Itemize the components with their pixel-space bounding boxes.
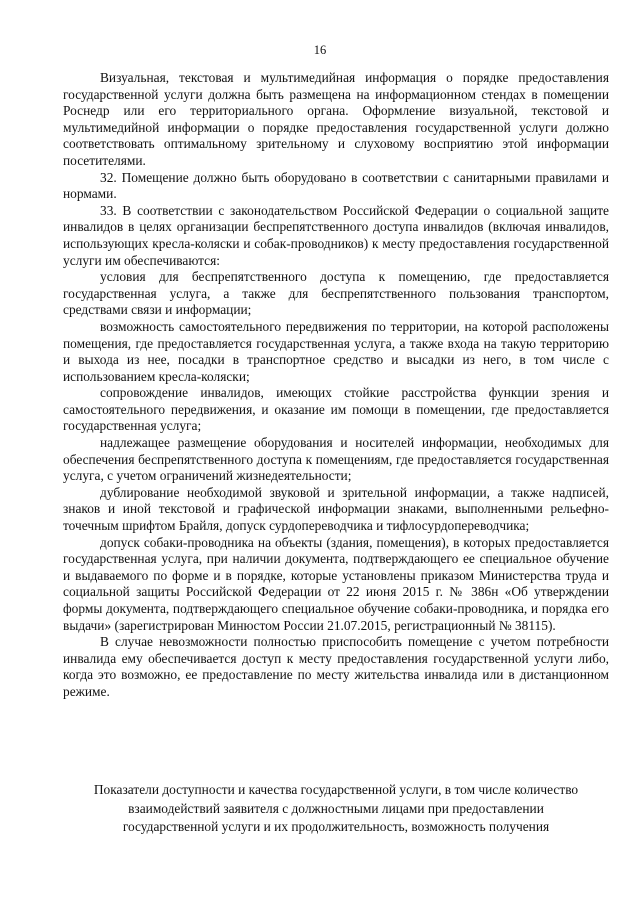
heading-line: взаимодействий заявителя с должностными лицами при предоставлении [128,800,544,816]
paragraph-guide-dog: допуск собаки-проводника на объекты (здания, помещения), в которых предоставляется государственная услуга, при наличии документа, подтверждающего ее специальное обучение и выдаваемого по форме и в порядке, которые установлены приказом Министерства труда и социальной защиты Российской Федерации от 22 июня 2015 г. № 386н «Об утверждении формы документа, подтверждающего специальное обучение собаки-проводника, и порядка его выдачи» (зарегистрирован Минюстом России 21.07.2015, регистрационный № 38115). [63,534,609,633]
heading-line: государственной услуги и их продолжительность, возможность получения [122,819,550,834]
paragraph-braille: дублирование необходимой звуковой и зрительной информации, а также надписей, знаков и иной текстовой и графической информации знаками, выполненными рельефно-точечным шрифтом Брайля, допуск сурдопереводчика и тифлосурдопереводчика; [63,484,609,534]
paragraph-remote: В случае невозможности полностью приспособить помещение с учетом потребности инвалида ему обеспечивается доступ к месту предоставления государственной услуги либо, когда это возможно, ее предоставление по месту жительства инвалида или в дистанционном режиме. [63,634,609,699]
page-number: 16 [313,43,327,57]
body-text [63,70,609,701]
paragraph-33-disabled-access: 33. В соответствии с законодательством Российской Федерации о социальной защите инвалидов в целях организации беспрепятственного доступа инвалидов (включая инвалидов, использующих кресла-коляски и собак-проводников) к месту предоставления государственной услуги им обеспечиваются: [63,202,609,268]
paragraph-movement: возможность самостоятельного передвижения по территории, на которой расположены помещения, где предоставляется государственная услуга, а также входа на такую территорию и выхода из нее, посадки в транспортное средство и высадки из него, в том числе с использованием кресла-коляски; [63,318,609,384]
paragraph-equipment: надлежащее размещение оборудования и носителей информации, необходимых для обеспечения беспрепятственного доступа к помещениям, где предоставляется государственная услуга, с учетом ограничений жизнедеятельности; [63,435,609,484]
paragraph-escort: сопровождение инвалидов, имеющих стойкие расстройства функции зрения и самостоятельного передвижения, и оказание им помощи в помещении, где предоставляется государственная услуга; [63,385,609,434]
paragraph-info-stands: Визуальная, текстовая и мультимедийная информация о порядке предоставления государственной услуги должна быть размещена на информационном стендах в помещении Роснедр или его территориального органа. Оформление визуальной, текстовой и мультимедийной информации о порядке предоставления государственной услуги должно соответствовать оптимальному зрительному и слуховому восприятию этой информации посетителями. [63,70,609,168]
paragraph-32-sanitary: 32. Помещение должно быть оборудовано в соответствии с санитарными правилами и нормами. [63,169,609,202]
heading-line: Показатели доступности и качества государственной услуги, в том числе количество [93,782,579,797]
paragraph-access-conditions: условия для беспрепятственного доступа к помещению, где предоставляется государственная услуга, а также для беспрепятственного пользования транспортом, средствами связи и информации; [63,269,609,318]
section-heading [58,781,614,837]
